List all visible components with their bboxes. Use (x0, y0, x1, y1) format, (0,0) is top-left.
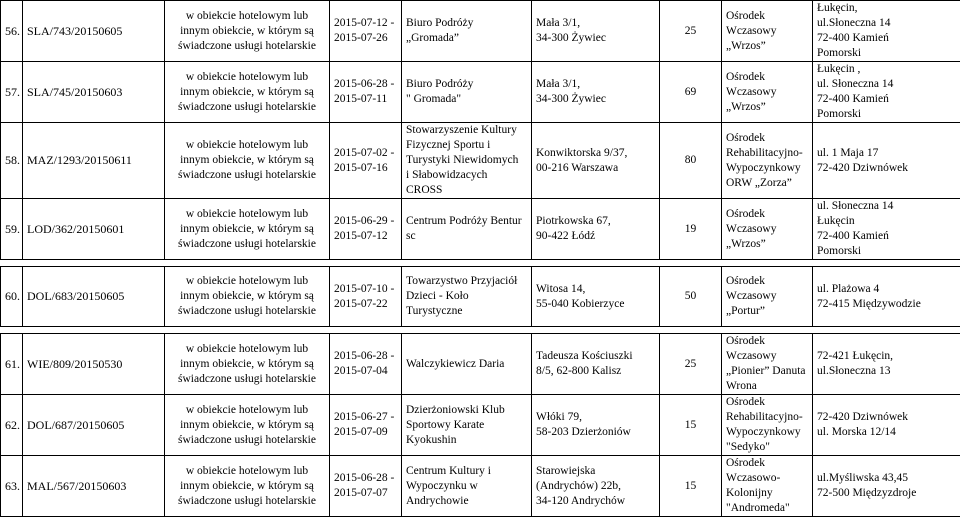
table-row (1, 1, 960, 62)
organizer-name: Stowarzyszenie Kultury Fizycznej Sportu i Turystyki Niewidomych i Słabowidzacych CROSS (402, 123, 532, 199)
organizer-name: Dzierżoniowski Klub Sportowy Karate Kyokushin (402, 395, 532, 456)
accommodation-type: w obiekcie hotelowym lub innym obiekcie, w którym są świadczone usługi hotelarskie (165, 1, 330, 62)
accommodation-type: w obiekcie hotelowym lub innym obiekcie, w którym są świadczone usługi hotelarskie (165, 62, 330, 123)
accommodation-type: w obiekcie hotelowym lub innym obiekcie, w którym są świadczone usługi hotelarskie (165, 395, 330, 456)
row-number: 61. (1, 334, 23, 395)
row-number: 62. (1, 395, 23, 456)
date-range: 2015-06-28 - 2015-07-11 (330, 62, 402, 123)
participant-count: 15 (660, 395, 722, 456)
organizer-name: Biuro Podróży " Gromada" (402, 62, 532, 123)
facility-name: Ośrodek Rehabilitacyjno- Wypoczynkowy "Sedyko" (722, 395, 813, 456)
date-range: 2015-06-27 - 2015-07-09 (330, 395, 402, 456)
table-row (1, 334, 960, 395)
organizer-name: Biuro Podróży „Gromada” (402, 1, 532, 62)
organizer-address: Starowiejska (Andrychów) 22b, 34-120 Andrychów (532, 456, 660, 517)
accommodation-type: w obiekcie hotelowym lub innym obiekcie, w którym są świadczone usługi hotelarskie (165, 267, 330, 327)
facility-name: Ośrodek Wczasowy „Wrzos” (722, 62, 813, 123)
table-row (1, 456, 960, 517)
accommodation-type: w obiekcie hotelowym lub innym obiekcie, w którym są świadczone usługi hotelarskie (165, 334, 330, 395)
registry-table-continued-2 (0, 333, 960, 517)
facility-address: 72-420 Dziwnówek ul. Morska 12/14 (813, 395, 960, 456)
table-row (1, 123, 960, 199)
facility-name: Ośrodek Wczasowy „Wrzos” (722, 1, 813, 62)
reference-number: SLA/745/20150603 (23, 62, 165, 123)
organizer-name: Centrum Kultury i Wypoczynku w Andrychowie (402, 456, 532, 517)
reference-number: LOD/362/20150601 (23, 199, 165, 260)
date-range: 2015-06-28 - 2015-07-07 (330, 456, 402, 517)
reference-number: MAL/567/20150603 (23, 456, 165, 517)
organizer-address: Konwiktorska 9/37, 00-216 Warszawa (532, 123, 660, 199)
date-range: 2015-06-28 - 2015-07-04 (330, 334, 402, 395)
date-range: 2015-06-29 - 2015-07-12 (330, 199, 402, 260)
facility-address: ul. Słoneczna 14 Łukęcin 72-400 Kamień Pomorski (813, 199, 960, 260)
organizer-address: Tadeusza Kościuszki 8/5, 62-800 Kalisz (532, 334, 660, 395)
reference-number: DOL/687/20150605 (23, 395, 165, 456)
row-number: 63. (1, 456, 23, 517)
organizer-name: Walczykiewicz Daria (402, 334, 532, 395)
row-number: 58. (1, 123, 23, 199)
accommodation-type: w obiekcie hotelowym lub innym obiekcie, w którym są świadczone usługi hotelarskie (165, 456, 330, 517)
participant-count: 50 (660, 267, 722, 327)
facility-address: Łukęcin, ul.Słoneczna 14 72-400 Kamień Pomorski (813, 1, 960, 62)
table-row (1, 62, 960, 123)
facility-address: ul.Myśliwska 43,45 72-500 Międzyzdroje (813, 456, 960, 517)
organizer-address: Piotrkowska 67, 90-422 Łódź (532, 199, 660, 260)
facility-name: Ośrodek Wczasowo- Kolonijny "Andromeda" (722, 456, 813, 517)
facility-name: Ośrodek Wczasowy „Portur” (722, 267, 813, 327)
facility-name: Ośrodek Rehabilitacyjno- Wypoczynkowy ORW „Zorza” (722, 123, 813, 199)
organizer-address: Mała 3/1, 34-300 Żywiec (532, 1, 660, 62)
organizer-name: Towarzystwo Przyjaciół Dzieci - Koło Turystyczne (402, 267, 532, 327)
facility-address: Łukęcin , ul. Słoneczna 14 72-400 Kamień Pomorski (813, 62, 960, 123)
table-row (1, 267, 960, 327)
facility-name: Ośrodek Wczasowy „Pionier” Danuta Wrona (722, 334, 813, 395)
date-range: 2015-07-02 - 2015-07-16 (330, 123, 402, 199)
facility-address: 72-421 Łukęcin, ul.Słoneczna 13 (813, 334, 960, 395)
participant-count: 80 (660, 123, 722, 199)
accommodation-type: w obiekcie hotelowym lub innym obiekcie, w którym są świadczone usługi hotelarskie (165, 123, 330, 199)
participant-count: 15 (660, 456, 722, 517)
participant-count: 25 (660, 1, 722, 62)
date-range: 2015-07-10 - 2015-07-22 (330, 267, 402, 327)
row-number: 59. (1, 199, 23, 260)
registry-table-continued (0, 266, 960, 327)
row-number: 60. (1, 267, 23, 327)
participant-count: 69 (660, 62, 722, 123)
organizer-address: Włóki 79, 58-203 Dzierżoniów (532, 395, 660, 456)
table-row (1, 199, 960, 260)
reference-number: DOL/683/20150605 (23, 267, 165, 327)
facility-name: Ośrodek Wczasowy „Wrzos” (722, 199, 813, 260)
table-row (1, 395, 960, 456)
facility-address: ul. Plażowa 4 72-415 Międzywodzie (813, 267, 960, 327)
organizer-address: Witosa 14, 55-040 Kobierzyce (532, 267, 660, 327)
reference-number: MAZ/1293/20150611 (23, 123, 165, 199)
reference-number: SLA/743/20150605 (23, 1, 165, 62)
facility-address: ul. 1 Maja 17 72-420 Dziwnówek (813, 123, 960, 199)
row-number: 56. (1, 1, 23, 62)
row-number: 57. (1, 62, 23, 123)
participant-count: 25 (660, 334, 722, 395)
organizer-address: Mała 3/1, 34-300 Żywiec (532, 62, 660, 123)
accommodation-type: w obiekcie hotelowym lub innym obiekcie, w którym są świadczone usługi hotelarskie (165, 199, 330, 260)
participant-count: 19 (660, 199, 722, 260)
reference-number: WIE/809/20150530 (23, 334, 165, 395)
organizer-name: Centrum Podróży Bentur sc (402, 199, 532, 260)
date-range: 2015-07-12 - 2015-07-26 (330, 1, 402, 62)
